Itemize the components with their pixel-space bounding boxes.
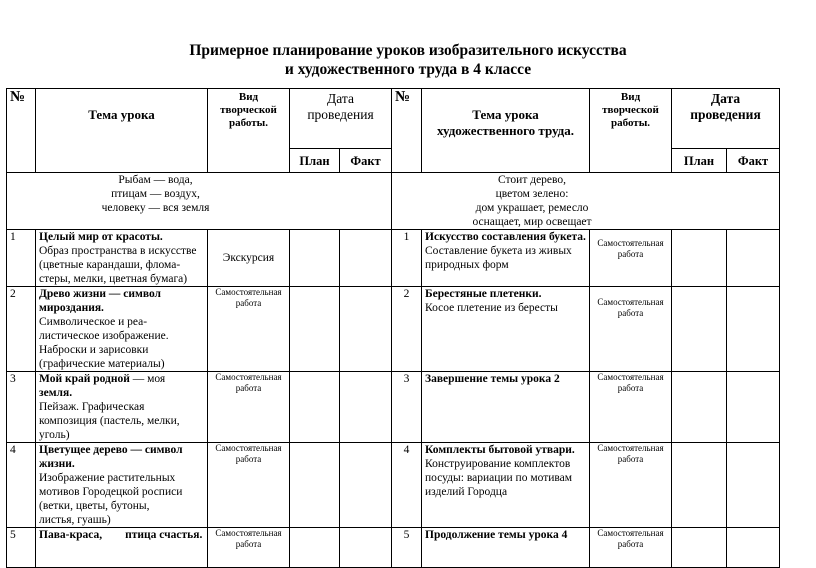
header-type-right [590,89,672,173]
header-topic-right-l1: Тема урока [472,107,539,122]
lesson-topic-line: листья, гуашь) [39,514,111,526]
header-date-left-l2: проведения [307,107,374,122]
lesson-topic-title: Комплекты бытовой утвари. [425,444,575,456]
page-title-line2: и художественного труда в 4 классе [284,61,532,78]
lesson-number-left: 1 [7,230,36,287]
header-plan-right: План [672,149,727,173]
lesson-topic-line: Изображение растительных [39,472,176,484]
header-type-left-l2: творческой [220,104,277,116]
lesson-number-right: 4 [392,443,422,528]
header-date-left-l1: Дата [327,91,354,106]
lesson-topic-line: (графические материалы) [39,358,165,370]
table-row [7,528,780,568]
poem-right-l4: оснащает, мир освещает [472,216,592,228]
work-type-left: Самостоятельная работа [208,528,290,568]
lesson-topic-line: Образ пространства в искусстве [39,245,197,257]
work-type-left: Самостоятельная работа [208,372,290,443]
lesson-topic-line: уголь) [39,429,70,441]
poem-right-l1: Стоит дерево, [498,174,566,186]
header-type-left [208,89,290,173]
header-date-right-l2: проведения [690,107,761,122]
page-title-line1: Примерное планирование уроков изобразительного искусства [189,42,627,59]
lesson-topic-line: природных форм [425,259,509,271]
work-type-left: Самостоятельная работа [208,287,290,372]
lesson-topic-title: Цветущее дерево — символ жизни. [39,444,183,470]
lesson-topic-title: Мой край родной [39,373,130,385]
poem-row [7,173,780,230]
fact-cell-right[interactable] [727,372,780,443]
plan-cell-right[interactable] [672,443,727,528]
table-row [7,443,780,528]
table-row [7,372,780,443]
header-topic-right-l2: художественного труда. [437,123,575,138]
lesson-topic-title: Древо жизни — символ мироздания. [39,288,162,314]
plan-cell-left[interactable] [290,528,340,568]
header-fact-left: Факт [340,149,392,173]
fact-cell-right[interactable] [727,230,780,287]
lesson-topic-title: Завершение темы урока 2 [425,373,560,385]
lesson-topic-title-2: земля. [39,387,73,399]
fact-cell-right[interactable] [727,287,780,372]
fact-cell-right[interactable] [727,528,780,568]
lesson-topic-title: Берестяные плетенки. [425,288,542,300]
lesson-topic-left [36,372,208,443]
header-topic-right [422,89,590,173]
poem-right [392,173,780,230]
plan-cell-right[interactable] [672,230,727,287]
fact-cell-left[interactable] [340,443,392,528]
poem-left-l2: птицам — воздух, [111,188,200,200]
work-type-right: Самостоятельная работа [590,372,672,443]
lesson-topic-left [36,443,208,528]
work-type-right: Самостоятельная работа [590,528,672,568]
lesson-topic-line: композиция (пастель, мелки, [39,415,180,427]
plan-cell-left[interactable] [290,372,340,443]
lesson-topic-title: Целый мир от красоты. [39,231,163,243]
header-type-right-l3: работы. [610,117,651,129]
work-type-right: Самостоятельная работа [590,287,672,372]
lesson-number-right: 1 [392,230,422,287]
lesson-topic-line: (ветки, цветы, бутоны, [39,500,150,512]
poem-left [7,173,392,230]
lesson-topic-line: (цветные карандаши, флома- [39,259,181,271]
fact-cell-left[interactable] [340,230,392,287]
work-type-left: Экскурсия [208,230,290,287]
lesson-topic-line: Наброски и зарисовки [39,344,149,356]
poem-right-l3: дом украшает, ремесло [475,202,589,214]
plan-cell-left[interactable] [290,287,340,372]
fact-cell-right[interactable] [727,443,780,528]
lesson-number-left: 4 [7,443,36,528]
lesson-topic-title: Продолжение темы урока 4 [425,529,568,541]
fact-cell-left[interactable] [340,287,392,372]
header-topic-left: Тема урока [36,89,208,173]
lesson-number-left: 5 [7,528,36,568]
header-type-right-l2: творческой [602,104,659,116]
plan-cell-right[interactable] [672,528,727,568]
table-header-row [7,89,780,149]
lesson-topic-left [36,230,208,287]
header-type-left-l1: Вид [238,91,259,103]
poem-left-l3: человеку — вся земля [101,202,210,214]
lesson-number-left: 2 [7,287,36,372]
lesson-number-right: 2 [392,287,422,372]
work-type-right: Самостоятельная работа [590,230,672,287]
work-type-right: Самостоятельная работа [590,443,672,528]
lesson-number-right: 3 [392,372,422,443]
lesson-topic-title: Пава-краса, птица счастья. [39,529,203,541]
lesson-topic-right [422,372,590,443]
header-date-left [290,89,392,149]
lesson-topic-left [36,528,208,568]
fact-cell-left[interactable] [340,372,392,443]
lesson-topic-line: листическое изображение. [39,330,169,342]
header-fact-right: Факт [727,149,780,173]
lesson-topic-right [422,443,590,528]
lesson-topic-right [422,287,590,372]
header-plan-left: План [290,149,340,173]
plan-cell-left[interactable] [290,443,340,528]
lesson-topic-line: Косое плетение из бересты [425,302,558,314]
header-num-left: № [7,89,36,173]
lesson-topic-line: Составление букета из живых [425,245,572,257]
lesson-topic-left [36,287,208,372]
lesson-topic-right [422,528,590,568]
table-row [7,287,780,372]
lesson-topic-line: посуды: вариации по мотивам [425,472,573,484]
header-type-right-l1: Вид [620,91,641,103]
header-type-left-l3: работы. [228,117,269,129]
header-num-right: № [392,89,422,173]
table-row [7,230,780,287]
fact-cell-left[interactable] [340,528,392,568]
plan-cell-left[interactable] [290,230,340,287]
lesson-number-left: 3 [7,372,36,443]
header-date-right-l1: Дата [710,91,741,106]
lesson-topic-line: стеры, мелки, цветная бумага) [39,273,188,285]
header-date-right [672,89,780,149]
lesson-topic-right [422,230,590,287]
poem-left-l1: Рыбам — вода, [118,174,193,186]
lesson-topic-line: Пейзаж. Графическая [39,401,145,413]
lesson-topic-line: мотивов Городецкой росписи [39,486,183,498]
lesson-number-right: 5 [392,528,422,568]
lesson-topic-title: Искусство составления букета. [425,231,586,243]
lesson-plan-table [6,88,780,568]
lesson-topic-title-suffix: — моя [129,373,166,385]
lesson-topic-line: изделий Городца [425,486,508,498]
plan-cell-right[interactable] [672,287,727,372]
work-type-left: Самостоятельная работа [208,443,290,528]
lesson-topic-line: Конструирование комплектов [425,458,571,470]
lesson-topic-line: Символическое и реа- [39,316,148,328]
poem-right-l2: цветом зелено: [495,188,569,200]
plan-cell-right[interactable] [672,372,727,443]
